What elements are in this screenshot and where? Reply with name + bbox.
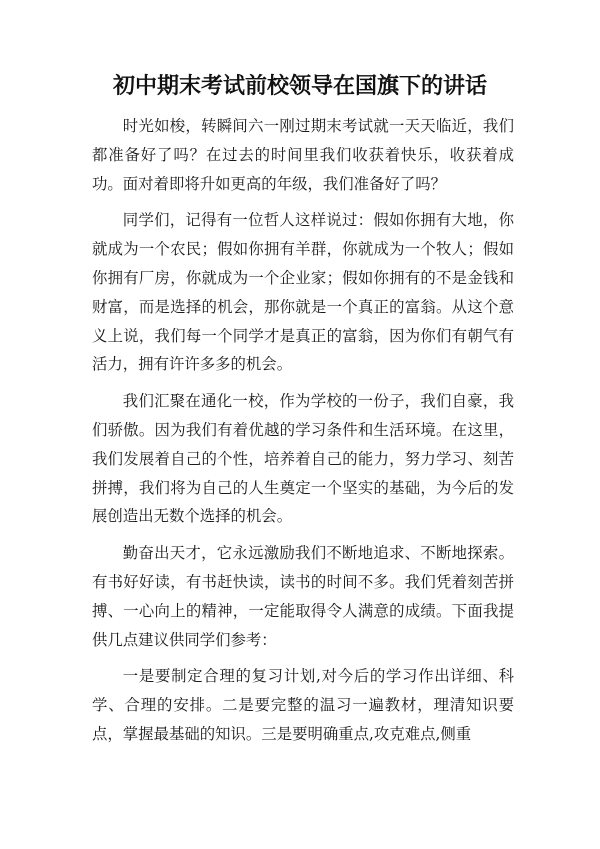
paragraph-2: 同学们，记得有一位哲人这样说过：假如你拥有大地，你就成为一个农民；假如你拥有羊群，你就成为一个牧人；假如你拥有厂房，你就成为一个企业家；假如你拥有的不是金钱和财富，而是选择的机会，那你就是一个真正的富翁。从这个意义上说，我们每一个同学才是真正的富翁，因为你们有朝气有活力，拥有许许多多的机会。 xyxy=(92,211,514,374)
paragraph-1: 时光如梭，转瞬间六一刚过期末考试就一天天临近，我们都准备好了吗？在过去的时间里我们收获着快乐，收获着成功。面对着即将升如更高的年级，我们准备好了吗？ xyxy=(92,117,514,193)
document-body xyxy=(92,112,514,757)
paragraph-4: 勤奋出天才，它永远激励我们不断地追求、不断地探索。有书好好读，有书赶快读，读书的时间不多。我们凭着刻苦拼搏、一心向上的精神，一定能取得令人满意的成绩。下面我提供几点建议供同学们参考： xyxy=(92,544,514,649)
document-title: 初中期末考试前校领导在国旗下的讲话 xyxy=(112,73,487,99)
paragraph-5: 一是要制定合理的复习计划,对今后的学习作出详细、科学、合理的安排。二是要完整的温习一遍教材，理清知识要点，掌握最基础的知识。三是要明确重点,攻克难点,侧重 xyxy=(92,667,514,743)
paragraph-3: 我们汇聚在通化一校，作为学校的一份子，我们自豪，我们骄傲。因为我们有着优越的学习条件和生活环境。在这里，我们发展着自己的个性，培养着自己的能力，努力学习、刻苦拼搏，我们将为自己的人生奠定一个坚实的基础，为今后的发展创造出无数个选择的机会。 xyxy=(92,392,514,526)
